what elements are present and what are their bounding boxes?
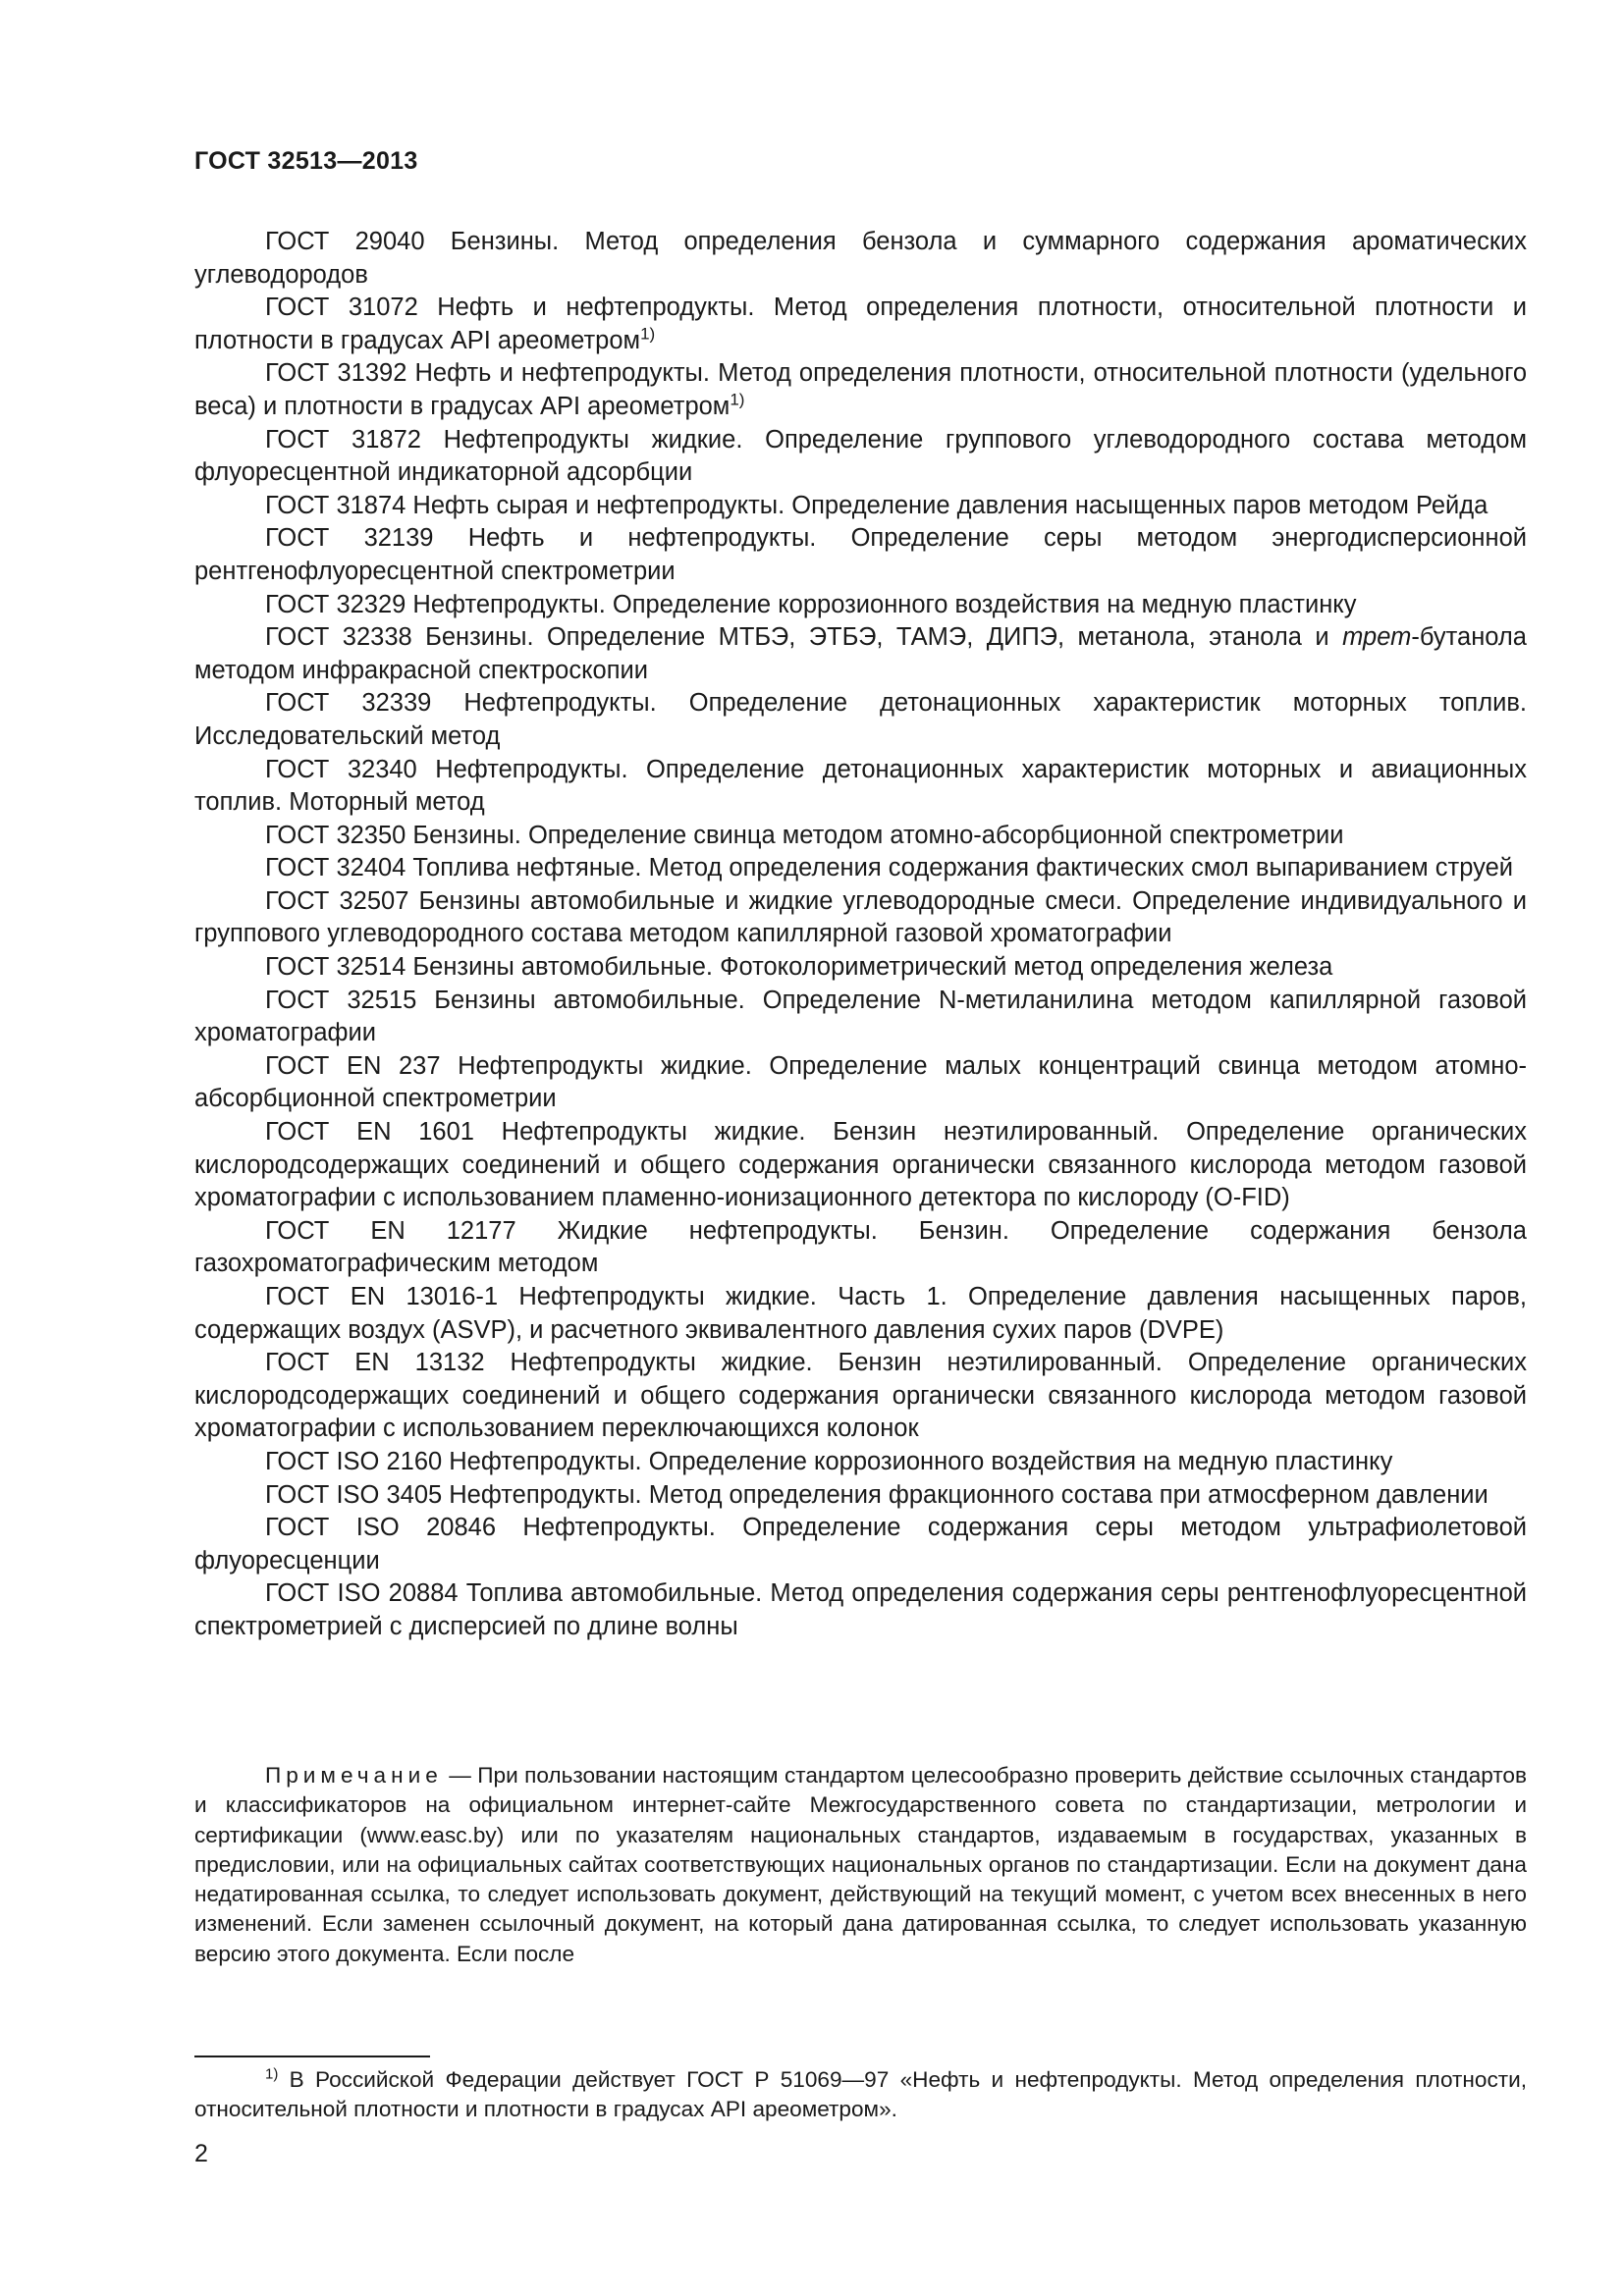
reference-item	[194, 820, 1527, 853]
page-number: 2	[194, 2140, 208, 2167]
reference-text: ГОСТ EN 1601 Нефтепродукты жидкие. Бензин неэтилированный. Определение органических кислородсодержащих соединений и общего содержания органически связанного кислорода методом газовой хроматографии с использованием пламенно-ионизационного детектора по кислороду (O-FID)	[194, 1118, 1527, 1212]
reference-item	[194, 687, 1527, 753]
note-text: — При пользовании настоящим стандартом целесообразно проверить действие ссылочных стандартов и классификаторов на официальном интернет-сайте Межгосударственного совета по стандартизации, метрологии и сертификации (www.easc.by) или по указателям национальных стандартов, издаваемым в государствах, указанных в предисловии, или на официальных сайтах соответствующих национальных органов по стандартизации. Если на документ дана недатированная ссылка, то следует использовать документ, действующий на текущий момент, с учетом всех внесенных в него изменений. Если заменен ссылочный документ, на который дана датированная ссылка, то следует использовать указанную версию этого документа. Если после	[194, 1763, 1527, 1966]
reference-item	[194, 852, 1527, 885]
footnote-mark: 1)	[730, 390, 745, 409]
reference-item	[194, 490, 1527, 523]
reference-text: ГОСТ 32404 Топлива нефтяные. Метод определения содержания фактических смол выпариванием струей	[265, 854, 1514, 882]
reference-item	[194, 226, 1527, 292]
reference-item	[194, 1512, 1527, 1577]
reference-text: ГОСТ 31874 Нефть сырая и нефтепродукты. Определение давления насыщенных паров методом Рейда	[265, 491, 1489, 519]
reference-item	[194, 1215, 1527, 1281]
reference-text: ГОСТ 32339 Нефтепродукты. Определение детонационных характеристик моторных топлив. Исследовательский метод	[194, 689, 1527, 750]
reference-item	[194, 951, 1527, 985]
reference-text: ГОСТ 32139 Нефть и нефтепродукты. Определение серы методом энергодисперсионной рентгенофлуоресцентной спектрометрии	[194, 524, 1527, 585]
page-header: ГОСТ 32513—2013	[194, 147, 418, 175]
reference-item	[194, 1116, 1527, 1215]
reference-item	[194, 754, 1527, 820]
reference-text: ГОСТ 32329 Нефтепродукты. Определение коррозионного воздействия на медную пластинку	[265, 590, 1357, 618]
reference-text: ГОСТ 31872 Нефтепродукты жидкие. Определение группового углеводородного состава методом флуоресцентной индикаторной адсорбции	[194, 425, 1527, 487]
reference-item	[194, 292, 1527, 357]
reference-italic-text: трет	[1342, 623, 1412, 652]
reference-text: ГОСТ 32338 Бензины. Определение МТБЭ, ЭТБЭ, ТАМЭ, ДИПЭ, метанола, этанола и	[265, 623, 1343, 652]
reference-text: ГОСТ 32514 Бензины автомобильные. Фотоколориметрический метод определения железа	[265, 953, 1333, 982]
reference-item	[194, 1446, 1527, 1479]
reference-text: -бутанола методом инфракрасной спектроскопии	[194, 623, 1527, 684]
footnote	[194, 2065, 1527, 2125]
reference-text: ГОСТ 32515 Бензины автомобильные. Определение N-метиланилина методом капиллярной газовой хроматографии	[194, 986, 1527, 1047]
reference-item	[194, 357, 1527, 423]
footnote-mark: 1)	[640, 324, 656, 344]
reference-item	[194, 1347, 1527, 1446]
reference-item	[194, 985, 1527, 1050]
reference-text: ГОСТ EN 13016-1 Нефтепродукты жидкие. Часть 1. Определение давления насыщенных паров, содержащих воздух (ASVP), и расчетного эквивалентного давления сухих паров (DVPE)	[194, 1283, 1527, 1344]
reference-text: ГОСТ ISO 2160 Нефтепродукты. Определение коррозионного воздействия на медную пластинку	[265, 1447, 1393, 1475]
reference-text: ГОСТ ISO 20884 Топлива автомобильные. Метод определения содержания серы рентгенофлуоресцентной спектрометрией с дисперсией по длине волны	[194, 1579, 1527, 1640]
reference-item	[194, 1479, 1527, 1513]
reference-text: ГОСТ 32350 Бензины. Определение свинца методом атомно-абсорбционной спектрометрии	[265, 821, 1344, 849]
reference-text: ГОСТ 32340 Нефтепродукты. Определение детонационных характеристик моторных и авиационных топлив. Моторный метод	[194, 755, 1527, 817]
reference-text: ГОСТ EN 13132 Нефтепродукты жидкие. Бензин неэтилированный. Определение органических кислородсодержащих соединений и общего содержания органически связанного кислорода методом газовой хроматографии с использованием переключающихся колонок	[194, 1349, 1527, 1443]
reference-text: ГОСТ 31392 Нефть и нефтепродукты. Метод определения плотности, относительной плотности (удельного веса) и плотности в градусах API ареометром	[194, 359, 1527, 420]
reference-item	[194, 589, 1527, 622]
reference-item	[194, 885, 1527, 951]
reference-text: ГОСТ ISO 20846 Нефтепродукты. Определение содержания серы методом ультрафиолетовой флуоресценции	[194, 1514, 1527, 1575]
reference-item	[194, 1050, 1527, 1116]
reference-text: ГОСТ EN 12177 Жидкие нефтепродукты. Бензин. Определение содержания бензола газохроматографическим методом	[194, 1216, 1527, 1278]
reference-text: ГОСТ EN 237 Нефтепродукты жидкие. Определение малых концентраций свинца методом атомно-абсорбционной спектрометрии	[194, 1051, 1527, 1113]
reference-item	[194, 621, 1527, 687]
footnote-divider	[194, 2056, 430, 2057]
note	[194, 1761, 1527, 1969]
reference-text: ГОСТ 32507 Бензины автомобильные и жидкие углеводородные смеси. Определение индивидуального и группового углеводородного состава методом капиллярной газовой хроматографии	[194, 886, 1527, 948]
reference-item	[194, 1577, 1527, 1643]
footnote-mark: 1)	[265, 2065, 279, 2083]
footnote-text: В Российской Федерации действует ГОСТ Р 51069—97 «Нефть и нефтепродукты. Метод определения плотности, относительной плотности и плотности в градусах API ареометром».	[194, 2067, 1527, 2122]
reference-text: ГОСТ ISO 3405 Нефтепродукты. Метод определения фракционного состава при атмосферном давлении	[265, 1480, 1489, 1509]
reference-text: ГОСТ 31072 Нефть и нефтепродукты. Метод определения плотности, относительной плотности и плотности в градусах API ареометром	[194, 294, 1527, 354]
reference-item	[194, 522, 1527, 588]
note-label: Примечание	[265, 1763, 443, 1788]
reference-item	[194, 424, 1527, 490]
normative-references	[194, 226, 1527, 1644]
reference-item	[194, 1281, 1527, 1347]
reference-text: ГОСТ 29040 Бензины. Метод определения бензола и суммарного содержания ароматических углеводородов	[194, 228, 1527, 289]
